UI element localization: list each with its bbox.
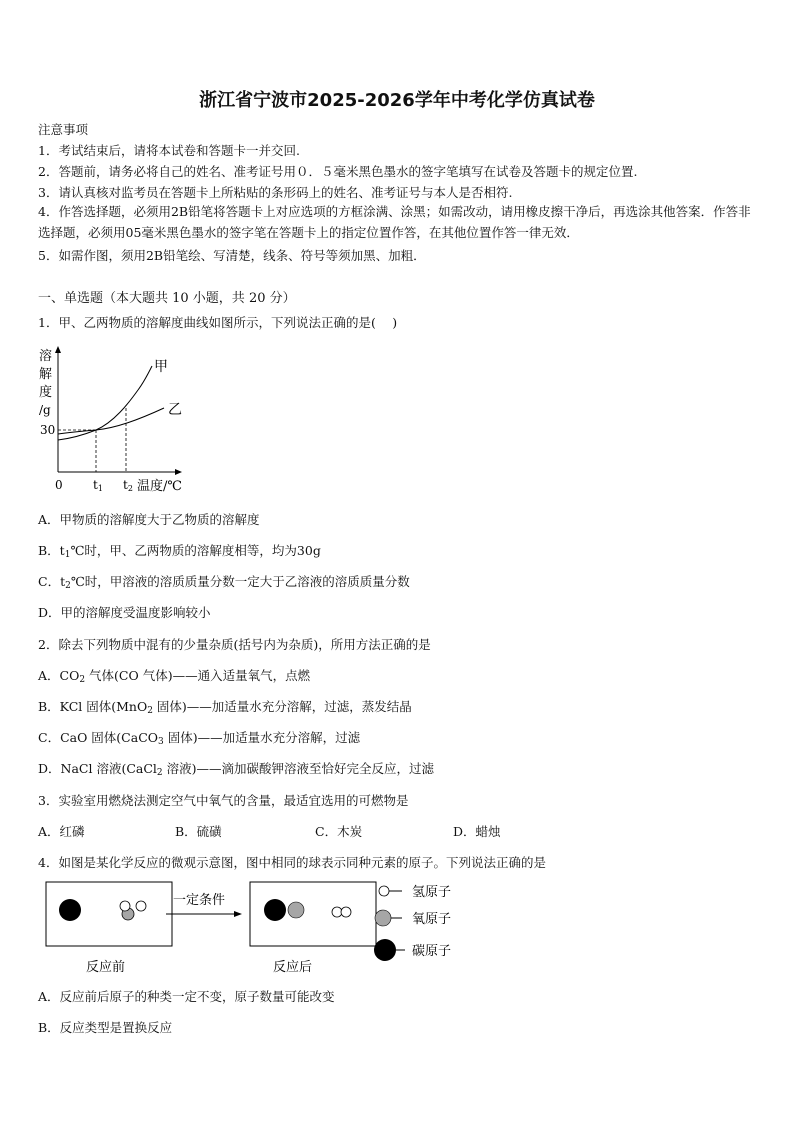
q2-option-a: A．$CO_2$ 气体(CO 气体)——通入适量氧气，点燃 <box>38 668 311 685</box>
notice-item-4: 4．作答选择题，必须用2B铅笔将答题卡上对应选项的方框涂满、涂黑；如需改动，请用橡皮擦干净后，再选涂其他答案．作答非选择题，必须用05毫米黑色墨水的签字笔在答题卡上的指定位置作答，在其他位置作答一律无效． <box>38 204 751 240</box>
q1-stem: 1．甲、乙两物质的溶解度曲线如图所示，下列说法正确的是( ) <box>38 315 398 330</box>
legend-oxygen-icon <box>375 910 391 926</box>
carbon-atom-after <box>264 899 286 921</box>
curve-yi-label: 乙 <box>168 402 182 418</box>
ylabel-char-2: 解 <box>39 367 53 382</box>
legend-carbon-label: 碳原子 <box>412 944 452 959</box>
ylabel-char-4: /g <box>39 403 51 417</box>
q1-option-a: A．甲物质的溶解度大于乙物质的溶解度 <box>38 512 260 527</box>
notice-item-3: 3．请认真核对监考员在答题卡上所粘贴的条形码上的姓名、准考证号与本人是否相符. <box>38 185 513 200</box>
q2-stem: 2．除去下列物质中混有的少量杂质(括号内为杂质)，所用方法正确的是 <box>38 637 431 652</box>
exam-title: 浙江省宁波市2025-2026学年中考化学仿真试卷 <box>199 90 595 111</box>
notice-item-5: 5．如需作图，须用2B铅笔绘、写清楚，线条、符号等须加黑、加粗． <box>38 248 426 263</box>
solubility-graph <box>34 342 204 502</box>
ylabel-char-3: 度 <box>39 385 53 400</box>
legend-oxygen-label: 氧原子 <box>412 912 452 927</box>
curve-jia-label: 甲 <box>154 359 168 375</box>
t2-label: t2 <box>123 478 133 493</box>
notice-item-2: 2．答题前，请务必将自己的姓名、准考证号用０．５毫米黑色墨水的签字笔填写在试卷及答题卡的规定位置. <box>38 164 638 179</box>
legend-hydrogen-icon <box>379 886 389 896</box>
q3-option-d: D．蜡烛 <box>453 824 501 839</box>
reaction-arrow-head <box>234 911 242 917</box>
origin-label: 0 <box>55 478 63 492</box>
before-caption: 反应前 <box>86 960 126 975</box>
oxygen-atom-after <box>288 902 304 918</box>
carbon-atom-before <box>59 899 81 921</box>
section-heading: 一、单选题（本大题共 10 小题，共 20 分） <box>38 291 296 306</box>
hydrogen-atom-before-1 <box>120 901 130 911</box>
q2-option-b: B．KCl 固体(MnO$_2$ 固体)——加适量水充分溶解，过滤，蒸发结晶 <box>38 699 412 716</box>
q1-option-b: B．$t_1℃$时，甲、乙两物质的溶解度相等，均为30g <box>38 543 321 560</box>
q4-option-b: B．反应类型是置换反应 <box>38 1020 173 1035</box>
ylabel-char-1: 溶 <box>39 349 53 364</box>
notice-heading: 注意事项 <box>38 122 89 137</box>
hydrogen-atom-after-1 <box>332 907 342 917</box>
reaction-condition: 一定条件 <box>173 893 226 908</box>
hydrogen-atom-after-2 <box>341 907 351 917</box>
y-axis-arrow <box>55 346 61 353</box>
y-tick-30: 30 <box>40 423 56 437</box>
t1-label: t1 <box>93 478 103 493</box>
legend-carbon-icon <box>374 939 396 961</box>
notice-item-1: 1．考试结束后，请将本试卷和答题卡一并交回. <box>38 143 300 158</box>
hydrogen-atom-before-2 <box>136 901 146 911</box>
x-axis-arrow <box>175 469 182 475</box>
q1-option-d: D．甲的溶解度受温度影响较小 <box>38 605 211 620</box>
q2-option-d: D．NaCl 溶液(CaCl$_2$ 溶液)——滴加碳酸钾溶液至恰好完全反应，过滤 <box>38 761 434 778</box>
q1-option-c: C．$t_2℃$时，甲溶液的溶质质量分数一定大于乙溶液的溶质质量分数 <box>38 574 410 591</box>
reaction-diagram <box>40 876 480 978</box>
q3-stem: 3．实验室用燃烧法测定空气中氧气的含量，最适宜选用的可燃物是 <box>38 793 409 808</box>
xlabel: 温度/℃ <box>137 479 182 494</box>
q4-stem: 4．如图是某化学反应的微观示意图，图中相同的球表示同种元素的原子。下列说法正确的是 <box>38 855 546 870</box>
q2-option-c: C．CaO 固体(CaCO$_3$ 固体)——加适量水充分溶解，过滤 <box>38 730 361 747</box>
after-caption: 反应后 <box>273 960 313 975</box>
legend-hydrogen-label: 氢原子 <box>412 885 452 900</box>
q3-option-b: B．硫磺 <box>175 824 222 839</box>
q3-option-a: A．红磷 <box>38 824 85 839</box>
q4-option-a: A．反应前后原子的种类一定不变，原子数量可能改变 <box>38 989 335 1004</box>
q3-option-c: C．木炭 <box>315 824 363 839</box>
